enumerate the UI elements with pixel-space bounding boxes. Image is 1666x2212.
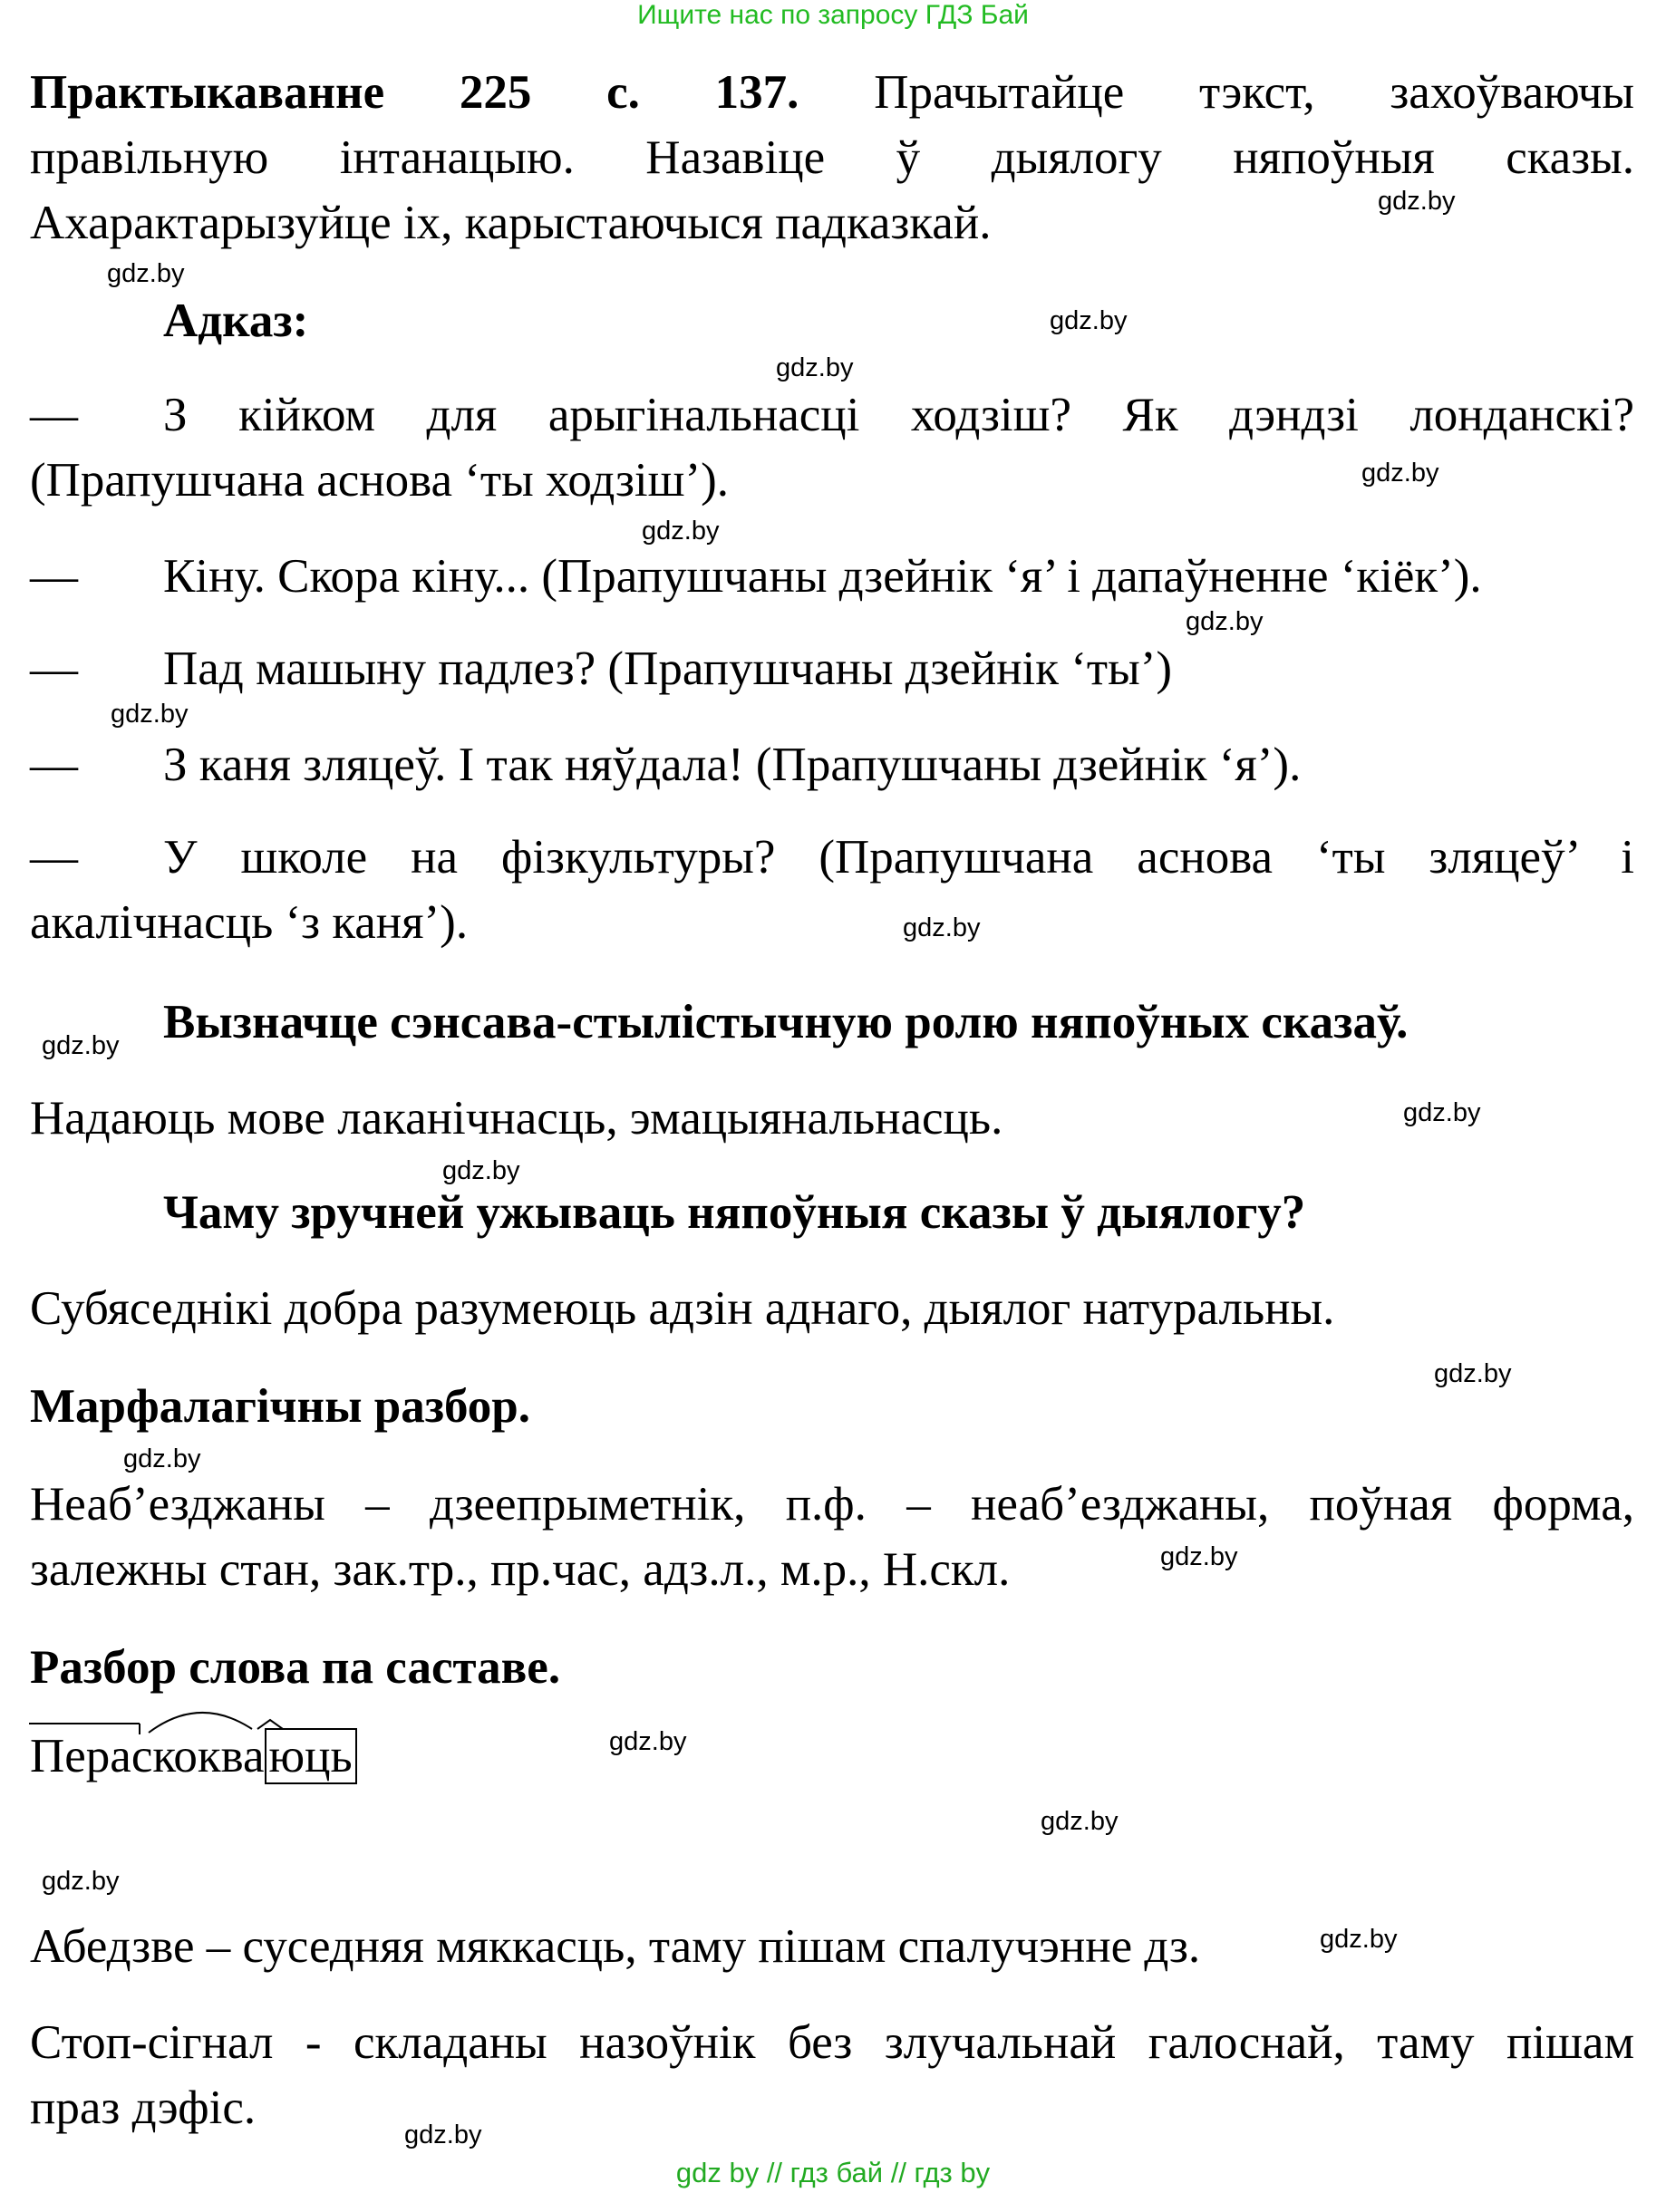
dialog-line-5 bbox=[30, 825, 1634, 890]
parsed-word bbox=[30, 1724, 357, 1789]
watermark: gdz.by bbox=[404, 2120, 482, 2149]
watermark: gdz.by bbox=[1403, 1098, 1481, 1127]
watermark: gdz.by bbox=[1186, 607, 1264, 636]
top-banner: Ищите нас по запросу ГДЗ Бай bbox=[637, 0, 1029, 30]
dialog-dash: — bbox=[30, 739, 78, 791]
abedzve-line: Абедзве – суседняя мяккасць, таму пішам спалучэнне дз. bbox=[30, 1920, 1201, 1973]
watermark: gdz.by bbox=[1160, 1542, 1238, 1571]
dialog-line-2 bbox=[30, 544, 1634, 609]
stop-signal-line-2: праз дэфіс. bbox=[30, 2082, 257, 2134]
question-1: Вызначце сэнсава-стылістычную ролю няпоўных сказаў. bbox=[163, 996, 1409, 1048]
dialog-dash: — bbox=[30, 550, 78, 603]
watermark: gdz.by bbox=[123, 1444, 201, 1473]
dialog-line-1 bbox=[30, 382, 1634, 448]
watermark: gdz.by bbox=[111, 700, 189, 729]
answer-2: Субяседнікі добра разумеюць адзін аднаго, дыялог натуральны. bbox=[30, 1282, 1335, 1335]
watermark: gdz.by bbox=[1378, 187, 1456, 216]
task-line-1 bbox=[30, 60, 1634, 125]
dialog-text: Кіну. Скора кіну... (Прапушчаны дзейнік ‘я’ і дапаўненне ‘кіёк’). bbox=[163, 550, 1482, 603]
watermark: gdz.by bbox=[903, 913, 981, 942]
watermark: gdz.by bbox=[1041, 1807, 1119, 1836]
word-ending: юць bbox=[265, 1728, 357, 1784]
watermark: gdz.by bbox=[1434, 1359, 1512, 1388]
task-line-2: правільную інтанацыю. Назавіце ў дыялогу няпоўныя сказы. bbox=[30, 131, 1634, 184]
task-line-1-rest: Прачытайце тэкст, захоўваючы bbox=[874, 66, 1634, 119]
watermark: gdz.by bbox=[42, 1867, 120, 1896]
dialog-text: З каня зляцеў. І так няўдала! (Прапушчаны дзейнік ‘я’). bbox=[163, 739, 1302, 791]
task-label: Практыкаванне 225 с. 137. bbox=[30, 66, 799, 119]
dialog-line-3 bbox=[30, 636, 1634, 701]
word-base: Пераскоква bbox=[30, 1730, 265, 1782]
answer-1: Надаюць мове лаканічнасць, эмацыянальнасць. bbox=[30, 1092, 1003, 1145]
task-line-3: Ахарактарызуйце іх, карыстаючыся падказкай. bbox=[30, 197, 992, 249]
morph-line-2: залежны стан, зак.тр., пр.час, адз.л., м.р., Н.скл. bbox=[30, 1543, 1011, 1596]
watermark: gdz.by bbox=[42, 1031, 120, 1060]
watermark: gdz.by bbox=[1320, 1925, 1398, 1954]
dialog-line-4 bbox=[30, 732, 1634, 797]
morph-line-1: Неаб’езджаны – дзеепрыметнік, п.ф. – неаб’езджаны, поўная форма, bbox=[30, 1478, 1634, 1531]
dialog-line-1-cont: (Прапушчана аснова ‘ты ходзіш’). bbox=[30, 454, 730, 507]
watermark: gdz.by bbox=[776, 353, 854, 382]
question-2: Чаму зручней ужываць няпоўныя сказы ў дыялогу? bbox=[163, 1186, 1306, 1239]
watermark: gdz.by bbox=[1361, 459, 1439, 488]
morph-heading: Марфалагічны разбор. bbox=[30, 1380, 531, 1433]
watermark: gdz.by bbox=[642, 517, 720, 546]
dialog-line-5-cont: акалічнасць ‘з каня’). bbox=[30, 896, 469, 949]
dialog-dash: — bbox=[30, 642, 78, 695]
watermark: gdz.by bbox=[107, 259, 185, 288]
dialog-dash: — bbox=[30, 831, 78, 884]
dialog-text: З кійком для арыгінальнасці ходзіш? Як дэндзі лонданскі? bbox=[163, 389, 1634, 441]
dialog-dash: — bbox=[30, 389, 78, 441]
watermark: gdz.by bbox=[442, 1156, 520, 1185]
dialog-text: У школе на фізкультуры? (Прапушчана аснова ‘ты зляцеў’ і bbox=[163, 831, 1634, 884]
watermark: gdz.by bbox=[609, 1727, 687, 1756]
answer-heading: Адказ: bbox=[163, 295, 309, 347]
dialog-text: Пад машыну падлез? (Прапушчаны дзейнік ‘ты’) bbox=[163, 642, 1172, 695]
word-composition-heading: Разбор слова па саставе. bbox=[30, 1641, 561, 1694]
stop-signal-line-1: Стоп-сігнал - складаны назоўнік без злучальнай галоснай, таму пішам bbox=[30, 2016, 1634, 2069]
watermark: gdz.by bbox=[1050, 306, 1128, 335]
footer: gdz by // гдз бай // гдз by bbox=[675, 2157, 991, 2188]
